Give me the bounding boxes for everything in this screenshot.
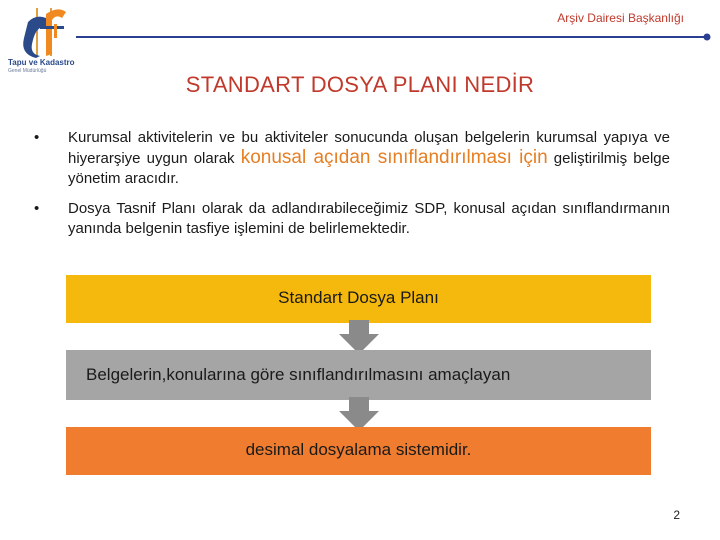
flow-box-system [66, 427, 651, 475]
header-divider [76, 33, 712, 41]
bullet-text-pre: Kurumsal aktivitelerin ve bu aktiviteler sonucunda oluşan belgelerin kurumsal yapıya ve hiyerarşiye uygun olarak [68, 129, 670, 167]
bullet-item [34, 199, 670, 239]
page-title: STANDART DOSYA PLANI NEDİR [185, 72, 535, 97]
bullet-dot: • [34, 129, 40, 146]
logo-caption-sub: Genel Müdürlüğü [8, 68, 47, 74]
flow-box-label: Belgelerin,konularına göre sınıflandırılmasını amaçlayan [86, 365, 511, 384]
flow-box-standart-dosya-plani [66, 275, 651, 323]
bullet-list [34, 128, 670, 249]
arrow-down-icon [339, 320, 379, 354]
flow-box-label: desimal dosyalama sistemidir. [245, 440, 472, 459]
flow-box-purpose [66, 350, 651, 400]
arrow-down-icon [339, 397, 379, 431]
header-org: Arşiv Dairesi Başkanlığı [557, 11, 684, 25]
page-number: 2 [673, 508, 680, 522]
flow-box-label: Standart Dosya Planı [278, 288, 439, 307]
bullet-text: Dosya Tasnif Planı olarak da adlandırabileceğimiz SDP, konusal açıdan sınıflandırmanın yanında belgenin tasfiye işlemini de belirlemektedir. [68, 200, 670, 237]
bullet-item [34, 128, 670, 189]
logo-caption-text: Tapu ve Kadastro [8, 58, 75, 67]
bullet-text-post: geliştirilmiş belge yönetim aracıdır. [68, 150, 670, 187]
bullet-highlight: konusal açıdan sınıflandırılması için [240, 147, 548, 168]
bullet-dot: • [34, 200, 40, 217]
